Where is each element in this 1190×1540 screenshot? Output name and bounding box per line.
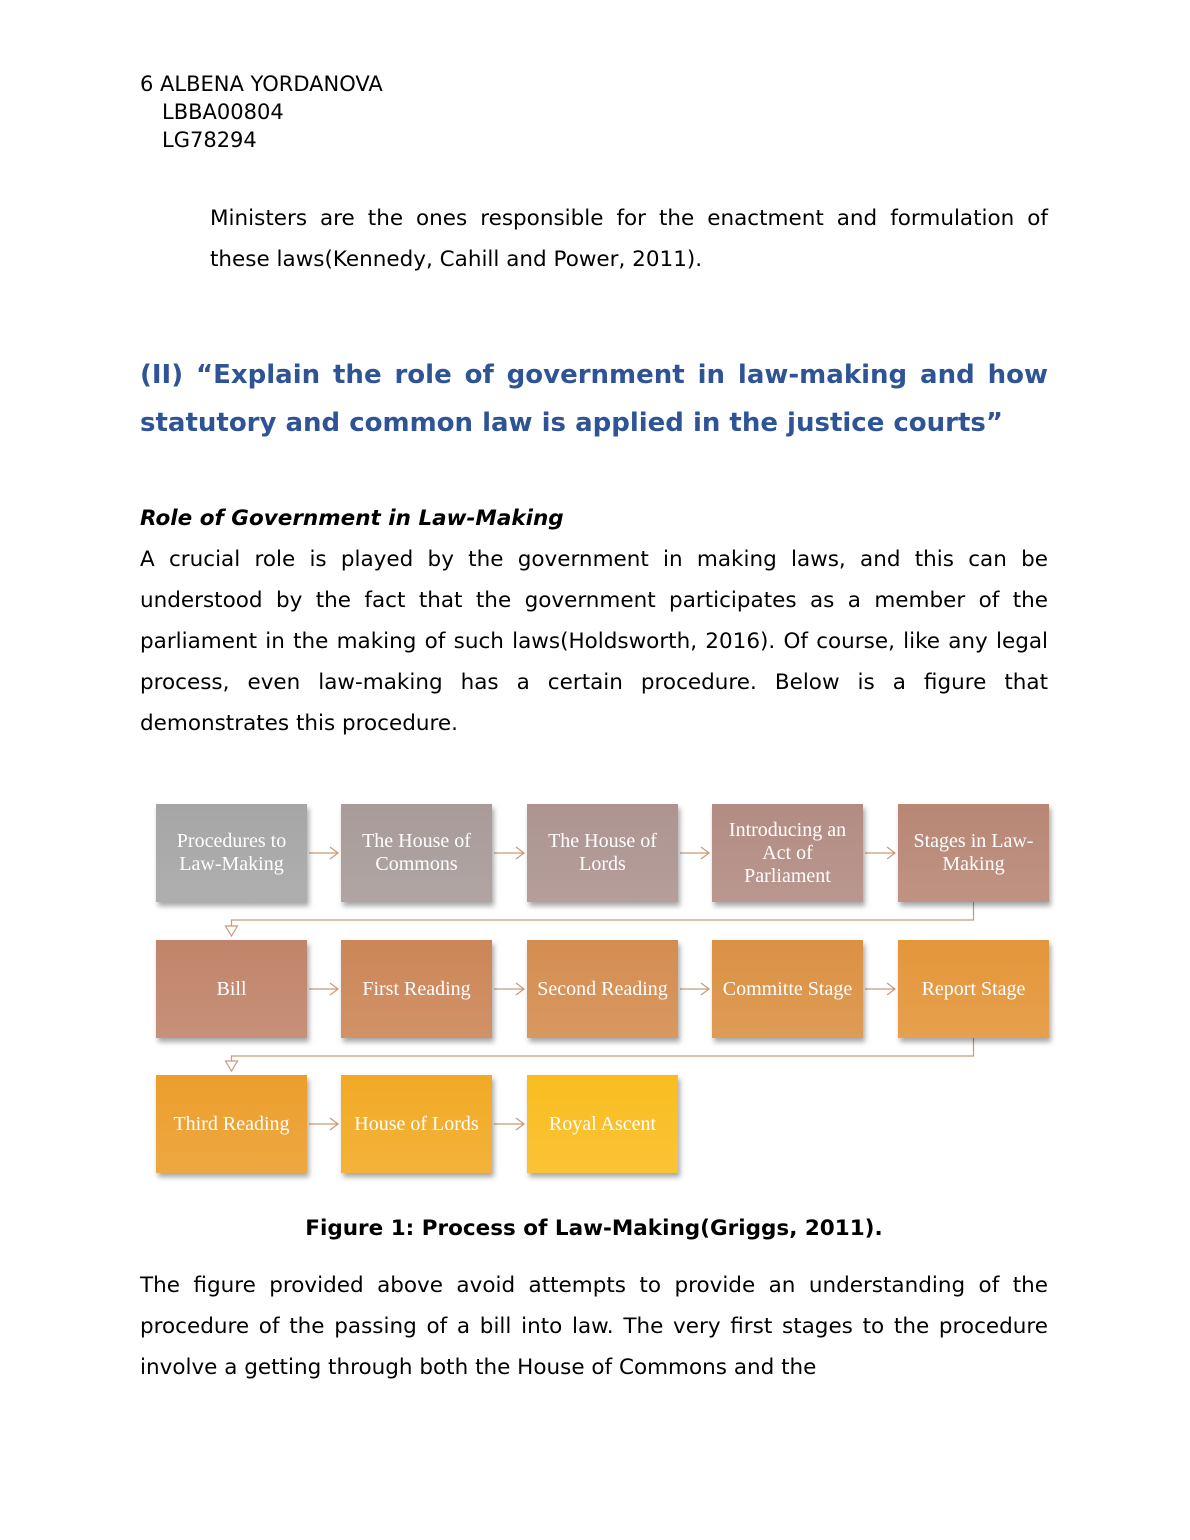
flow-node: Second Reading (527, 940, 678, 1038)
arrowhead-right (330, 847, 338, 859)
flow-wrap-connector (232, 1038, 974, 1069)
header-code-line: LG78294 (162, 128, 257, 152)
arrowhead-right (887, 847, 895, 859)
arrowhead-right (887, 983, 895, 995)
flow-node: The House of Commons (341, 804, 492, 902)
flow-node: Bill (156, 940, 307, 1038)
subheading: Role of Government in Law-Making (140, 506, 564, 531)
flow-node: Royal Ascent (527, 1075, 678, 1173)
arrowhead-right (701, 847, 709, 859)
figure-caption: Figure 1: Process of Law-Making(Griggs, 2011). (305, 1216, 883, 1241)
flow-node: Report Stage (898, 940, 1049, 1038)
flow-node: Committe Stage (712, 940, 863, 1038)
section-heading: (II) “Explain the role of government in law-making and how statutory and common law is applied in the justice courts” (140, 360, 1048, 438)
flow-wrap-connector (232, 902, 974, 934)
arrowhead-right (330, 1118, 338, 1130)
body-paragraph-2: The figure provided above avoid attempts to provide an understanding of the procedure of the passing of a bill into law. The very first stages to the procedure involve a getting through both the House of Commons and the (140, 1273, 1048, 1380)
flow-node: Stages in Law-Making (898, 804, 1049, 902)
arrowhead-right (516, 983, 524, 995)
arrowhead-down (226, 1061, 238, 1071)
header-id-line: LBBA00804 (162, 100, 284, 124)
flow-node: House of Lords (341, 1075, 492, 1173)
flow-node: Third Reading (156, 1075, 307, 1173)
flow-node: Introducing an Act of Parliament (712, 804, 863, 902)
intro-paragraph: Ministers are the ones responsible for the enactment and formulation of these laws(Kennedy, Cahill and Power, 2011). (210, 206, 1048, 272)
arrowhead-right (516, 847, 524, 859)
document-header (140, 70, 383, 154)
header-author-line: 6 ALBENA YORDANOVA (140, 72, 383, 96)
flow-node: Procedures to Law-Making (156, 804, 307, 902)
arrowhead-right (516, 1118, 524, 1130)
arrowhead-right (701, 983, 709, 995)
flow-node: The House of Lords (527, 804, 678, 902)
body-paragraph-1: A crucial role is played by the government in making laws, and this can be understood by the fact that the government participates as a member of the parliament in the making of such laws(Holdsworth, 2016). Of course, like any legal process, even law-making has a certain procedure. Below is a figure that demonstrates this procedure. (140, 547, 1048, 736)
arrowhead-right (330, 983, 338, 995)
arrowhead-down (226, 926, 238, 936)
flow-node: First Reading (341, 940, 492, 1038)
